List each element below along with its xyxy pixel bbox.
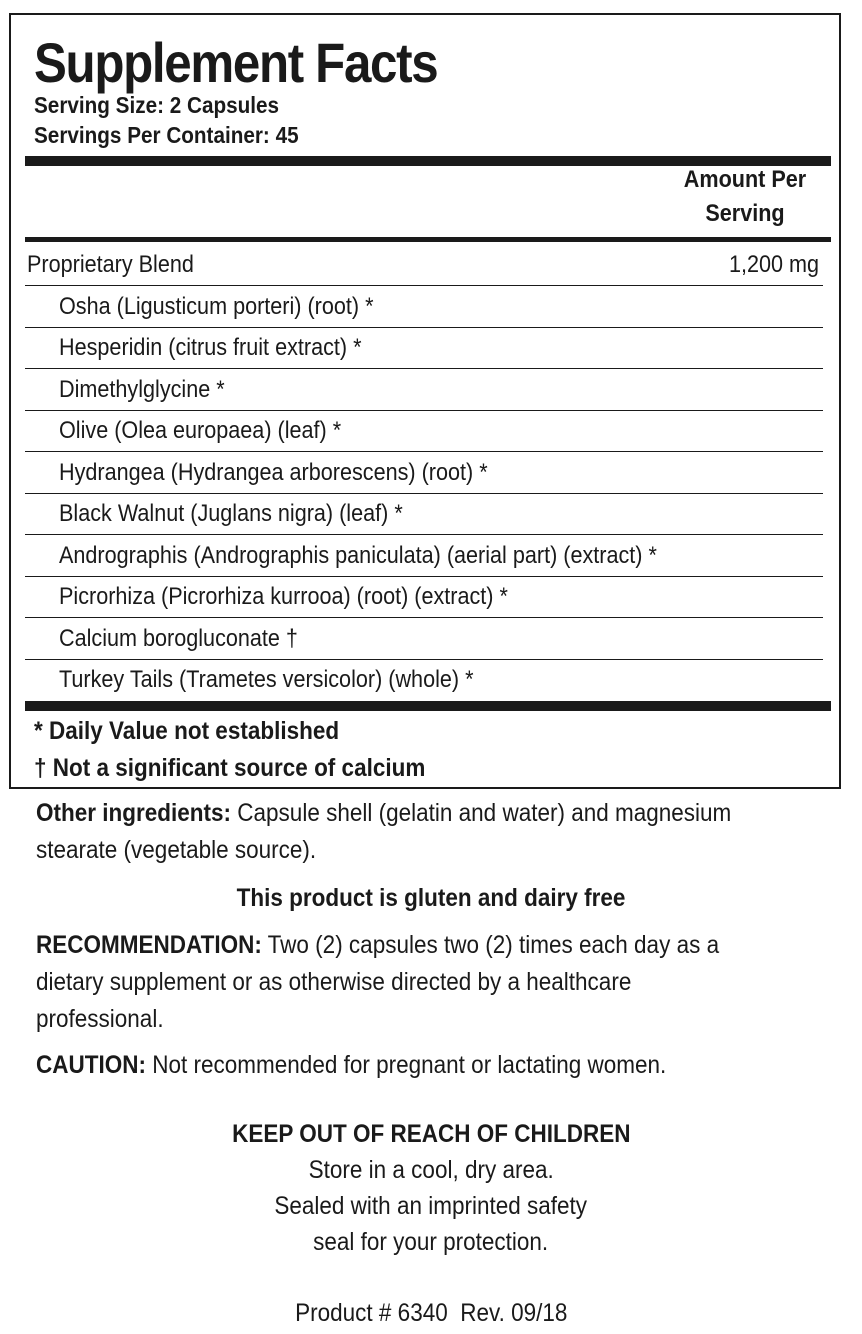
ingredient-name: Black Walnut (Juglans nigra) (leaf) * bbox=[59, 500, 403, 527]
footnote-daily-value: * Daily Value not established bbox=[34, 717, 340, 745]
ingredient-name: Hesperidin (citrus fruit extract) * bbox=[59, 334, 362, 361]
other-ingredients-text-1: Capsule shell (gelatin and water) and magnesium bbox=[237, 799, 732, 827]
caution bbox=[36, 1047, 828, 1084]
ingredient-row bbox=[25, 493, 823, 535]
footnote-calcium: † Not a significant source of calcium bbox=[34, 754, 426, 782]
ingredient-name: Picrorhiza (Picrorhiza kurrooa) (root) (extract) * bbox=[59, 583, 508, 610]
ingredient-row bbox=[25, 327, 823, 369]
ingredient-name: Olive (Olea europaea) (leaf) * bbox=[59, 417, 342, 444]
ingredient-row bbox=[25, 286, 823, 328]
panel-title: Supplement Facts bbox=[34, 31, 438, 94]
ingredient-name: Hydrangea (Hydrangea arborescens) (root) * bbox=[59, 458, 488, 486]
blend-amount: 1,200 mg bbox=[728, 251, 819, 278]
ingredient-row bbox=[25, 410, 823, 452]
servings-per-container: Servings Per Container: 45 bbox=[34, 122, 299, 148]
caution-label: CAUTION: bbox=[36, 1051, 146, 1079]
serving-size: Serving Size: 2 Capsules bbox=[34, 92, 280, 118]
caution-text: Not recommended for pregnant or lactating women. bbox=[152, 1051, 667, 1079]
ingredient-name: Dimethylglycine * bbox=[59, 375, 225, 403]
ingredient-row bbox=[25, 576, 823, 618]
ingredient-row bbox=[25, 452, 823, 494]
keep-out-of-reach-warning: KEEP OUT OF REACH OF CHILDREN bbox=[231, 1120, 631, 1148]
other-ingredients-label: Other ingredients: bbox=[36, 799, 232, 827]
recommendation-label: RECOMMENDATION: bbox=[36, 931, 262, 959]
recommendation bbox=[36, 927, 828, 1038]
medium-divider bbox=[25, 237, 831, 242]
ingredient-row bbox=[25, 659, 823, 700]
ingredient-row bbox=[25, 535, 823, 577]
amount-header-line1: Amount Per bbox=[683, 166, 807, 193]
ingredient-name: Andrographis (Andrographis paniculata) (aerial part) (extract) * bbox=[59, 541, 657, 569]
ingredient-name: Osha (Ligusticum porteri) (root) * bbox=[59, 292, 374, 320]
amount-per-serving-header bbox=[673, 163, 817, 231]
recommendation-text-2: dietary supplement or as otherwise directed by a healthcare bbox=[36, 968, 632, 996]
supplement-facts-panel bbox=[9, 13, 841, 789]
ingredient-name: Calcium borogluconate † bbox=[59, 624, 298, 652]
storage-line-1: Store in a cool, dry area. bbox=[308, 1156, 554, 1184]
blend-name: Proprietary Blend bbox=[27, 251, 194, 278]
storage-line-3: seal for your protection. bbox=[313, 1228, 549, 1256]
other-ingredients-text-2: stearate (vegetable source). bbox=[36, 836, 317, 864]
ingredient-name: Turkey Tails (Trametes versicolor) (whole) * bbox=[59, 666, 474, 693]
recommendation-text-3: professional. bbox=[36, 1005, 164, 1033]
storage-line-2: Sealed with an imprinted safety bbox=[274, 1192, 588, 1220]
thick-divider-bottom bbox=[25, 701, 831, 711]
ingredient-row bbox=[25, 618, 823, 660]
recommendation-text-1: Two (2) capsules two (2) times each day as a bbox=[267, 931, 720, 959]
ingredient-row bbox=[25, 369, 823, 411]
other-ingredients bbox=[36, 795, 828, 869]
blend-row bbox=[25, 244, 823, 286]
gluten-dairy-statement: This product is gluten and dairy free bbox=[236, 884, 626, 912]
amount-header-line2: Serving bbox=[705, 200, 785, 227]
product-number: Product # 6340 Rev. 09/18 bbox=[294, 1299, 568, 1327]
